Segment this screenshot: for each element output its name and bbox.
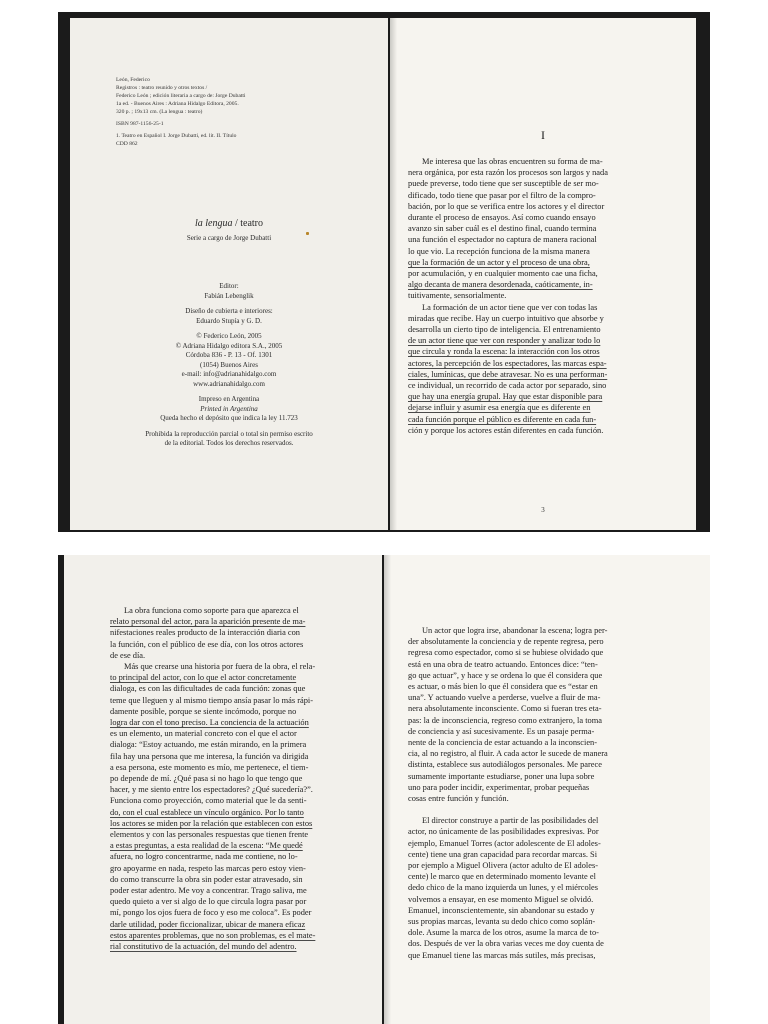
- text-line: regresa como espectador, como si se hubiese olvidado que: [408, 648, 604, 658]
- text-line: logra dar con el tono preciso. La conciencia de la actuación: [110, 718, 309, 728]
- text-line: damente posible, porque se siente incómodo, porque no: [110, 706, 297, 716]
- text-line: desarrolla un cierto tipo de inteligencia. El entrenamiento: [408, 325, 601, 335]
- text-line: uno para poder incidir, experimentar, probar pequeñas: [408, 782, 590, 792]
- text-line: cada función porque el público es diferente en cada fun-: [408, 414, 597, 424]
- text-line: rial constitutivo de la actuación, del mundo del adentro.: [110, 942, 297, 952]
- series-title-italic: la lengua: [194, 218, 233, 229]
- text-line: po depende de mí. ¿Qué pasa si no hago lo que tengo que: [110, 774, 303, 784]
- text-line: tuitivamente, sensorialmente.: [408, 291, 507, 301]
- text-line: ejemplo, Emanuel Torres (actor adolescente de El adoles-: [408, 838, 601, 848]
- text-line: actor, no únicamente de las posibilidades expresivas. Por: [408, 827, 599, 837]
- text-line: puede preverse, todo tiene que ser susceptible de ser mo-: [408, 179, 599, 189]
- text-line: es un elemento, un material concreto con el que el actor: [110, 729, 297, 739]
- cip-line: 320 p. ; 19x13 cm. (La lengua : teatro): [116, 109, 203, 115]
- credit-line: Editor:: [219, 282, 239, 290]
- text-line: dejarse influir y asumir esa energía que es diferente en: [408, 403, 591, 413]
- text-line: cia, al no registro, al fluir. A cada actor le sucede de manera: [408, 749, 608, 759]
- text-line: dificado, todo tiene que pasar por el filtro de la compro-: [408, 190, 596, 200]
- bottom-scan-spread: [58, 555, 710, 1024]
- text-line: de un actor tiene que ver con responder y analizar todo lo: [408, 336, 601, 346]
- text-line: La obra funciona como soporte para que aparezca el: [124, 606, 299, 615]
- text-line: de conciencia y así sucesivamente. Es un pasaje perma-: [408, 726, 595, 736]
- text-line: es actuar, o más bien lo que él considera que es “estar en: [408, 682, 598, 692]
- text-line: volvemos a ensayar, en ese momento Miguel se olvidó.: [408, 894, 594, 904]
- text-line: elementos y con las personales respuestas que tienen frente: [110, 830, 309, 840]
- cip-line: 1. Teatro en Español I. Jorge Dubatti, ed. lit. II. Título: [116, 133, 237, 139]
- text-line: una función el espectador no captura de manera racional: [408, 235, 597, 245]
- cip-line: 1a ed. - Buenos Aires : Adriana Hidalgo Editora, 2005.: [116, 101, 239, 107]
- credit-line: (1054) Buenos Aires: [200, 360, 258, 369]
- series-title: [70, 218, 388, 229]
- credit-line: www.adrianahidalgo.com: [193, 379, 265, 388]
- text-line: que la formación de un actor y el proceso de una obra,: [408, 257, 590, 267]
- text-line: dialoga, es con las dificultades de cada función: zonas que: [110, 684, 306, 694]
- text-line: teme que lleguen y al mismo tiempo ansía pasar lo más rápi-: [110, 695, 314, 705]
- text-line: bación, por lo que se verifica entre los actores y el director: [408, 201, 605, 211]
- text-line: relato personal del actor, para la aparición presente de ma-: [110, 617, 306, 627]
- page-5: [384, 555, 710, 1024]
- text-line: dialoga: “Estoy actuando, me están mirando, en la primera: [110, 740, 307, 750]
- credit-line: Diseño de cubierta e interiores:: [185, 307, 273, 315]
- series-title-rest: / teatro: [232, 218, 264, 229]
- text-line: avanzo sin saber cuál es el destino final, cuando termina: [408, 224, 597, 234]
- text-line: nera orgánica, por esta razón los procesos son largos y nada: [408, 168, 608, 178]
- text-line: nifestaciones reales producto de la interacción diaria con: [110, 628, 300, 638]
- cip-line: León, Federico: [116, 77, 150, 83]
- text-line: Más que crearse una historia por fuera de la obra, el rela-: [124, 662, 316, 672]
- text-line: do como transcurre la obra sin poder estar atravesado, sin: [110, 874, 303, 884]
- text-line: cente) le marco que en determinado momento levante el: [408, 872, 596, 882]
- text-line: darle utilidad, poder ficcionalizar, ubicar de manera eficaz: [110, 919, 306, 929]
- text-line: durante el proceso de ensayos. Así como cuando ensayo: [408, 213, 596, 223]
- text-line: do, con el cual establece un vínculo orgánico. Por lo tanto: [110, 807, 304, 817]
- isbn-line: ISBN 987-1156-25-1: [116, 121, 164, 127]
- text-line: Me interesa que las obras encuentren su forma de ma-: [422, 157, 603, 166]
- gutter-shadow: [384, 555, 396, 1024]
- text-line: sumamente importante estudiarse, poner una lupa sobre: [408, 771, 595, 781]
- text-line: Funciona como proyección, como material que le da senti-: [110, 796, 307, 806]
- text-line: algo decanta de manera desordenada, caóticamente, in-: [408, 280, 593, 290]
- text-line: dedo chico de la mano izquierda un lunes, y el miércoles: [408, 883, 598, 893]
- text-line: está en una obra de teatro actuando. Entonces dice: “ten-: [408, 659, 598, 669]
- credit-line: e-mail: info@adrianahidalgo.com: [181, 370, 277, 378]
- text-line: to principal del actor, con lo que el actor concretamente: [110, 673, 297, 683]
- cip-line: Registros : teatro reunido y otros textos /: [116, 85, 208, 91]
- ink-mark: [306, 232, 309, 235]
- text-line: pas: la de inconsciencia, regreso como extranjero, la toma: [408, 715, 602, 725]
- text-line: gro apoyarme en nada, respeto las marcas pero estoy vien-: [110, 863, 306, 873]
- text-line: cente) tiene una gran capacidad para recordar marcas. Si: [408, 849, 598, 859]
- text-line: Un actor que logra irse, abandonar la escena; logra per-: [422, 626, 608, 635]
- text-line: actores, la percepción de los espectadores, las marcas espa-: [408, 358, 607, 368]
- text-line: go que actuar”, y hace y se ordena lo que él considera que: [408, 670, 603, 680]
- text-line: Emanuel, inconscientemente, sin abandonar su estado y: [408, 905, 595, 915]
- text-line: distinta, establece sus autodiálogos personales. Me parece: [408, 760, 602, 770]
- credit-line: Prohibida la reproducción parcial o total sin permiso escrito: [145, 429, 313, 438]
- top-scan-spread: [58, 12, 710, 532]
- page-3-text: [408, 156, 680, 436]
- page-4-text: [110, 605, 368, 952]
- text-line: nera absolutamente inconsciente. Como si fueran tres eta-: [408, 704, 602, 714]
- text-line: ción y porque los actores están diferentes en cada función.: [408, 425, 604, 435]
- text-line: ce individual, un recorrido de cada actor por separado, sino: [408, 381, 607, 391]
- text-line: a estas preguntas, a esta realidad de la escena: “Me quedé: [110, 841, 303, 851]
- text-line: cosas entre función y función.: [408, 794, 509, 804]
- credit-line: Fabián Lebenglik: [204, 291, 254, 300]
- text-line: miradas que recibe. Hay un cuerpo intuitivo que absorbe y: [408, 313, 604, 323]
- page-3: [390, 18, 696, 530]
- text-line: una”. Y actuando vuelve a perderse, vuelve a fluir de ma-: [408, 693, 601, 703]
- gutter-shadow: [390, 18, 402, 530]
- cip-catalog-block: [116, 76, 366, 148]
- text-line: los actores se miden por la relación que establecen con estos: [110, 818, 313, 828]
- credit-line: © Federico León, 2005: [196, 332, 262, 340]
- text-line: sus propias marcas, levanta su dedo chico como soplán-: [408, 917, 596, 927]
- text-line: der absolutamente la conciencia y de repente regresa, pero: [408, 637, 604, 647]
- text-line: por acumulación, y en cualquier momento cae una ficha,: [408, 269, 598, 279]
- text-line: poder estar adentro. Me voy a concentrar. Trago saliva, me: [110, 886, 307, 896]
- text-line: La formación de un actor tiene que ver con todas las: [422, 302, 598, 312]
- text-line: por ejemplo a Miguel Olivera (actor adulto de El adoles-: [408, 861, 598, 871]
- text-line: quedo quieto a ver si algo de lo que circula logra pasar por: [110, 897, 307, 907]
- chapter-heading: I: [541, 128, 545, 142]
- credit-line: © Adriana Hidalgo editora S.A., 2005: [175, 341, 283, 350]
- text-line: dole. Asume la marca de los otros, asume la marca de to-: [408, 928, 599, 938]
- text-line: mí, pongo los ojos fuera de foco y eso me coloca”. Es poder: [110, 908, 312, 918]
- text-line: a esa persona, este momento es mío, me pertenece, el tiem-: [110, 762, 309, 772]
- credit-line: Córdoba 836 - P. 13 - Of. 1301: [185, 351, 273, 359]
- text-line: afuera, no logro concentrarme, nada me contiene, no lo-: [110, 852, 298, 862]
- credit-line: Impreso en Argentina: [198, 395, 260, 403]
- text-line: El director construye a partir de las posibilidades del: [422, 816, 599, 826]
- text-line: ciales, lumínicas, que debe atravesar. No es una performan-: [408, 369, 608, 379]
- cip-line: Federico León ; edición literaria a cargo de: Jorge Dubatti: [116, 93, 246, 99]
- text-line: hacer, y me siento entre los espectadores? ¿Qué sucedería?”.: [110, 785, 313, 795]
- cdd-line: CDD 862: [116, 141, 138, 147]
- credit-line: de la editorial. Todos los derechos reservados.: [164, 439, 294, 447]
- text-line: de ese día.: [110, 650, 146, 660]
- credit-line: Queda hecho el depósito que indica la ley 11.723: [160, 414, 298, 422]
- text-line: que hay una energía grupal. Hay que estar disponible para: [408, 392, 603, 402]
- page-5-text: [408, 625, 680, 961]
- text-line: nente de la conciencia de estar actuando a la inconscien-: [408, 738, 598, 748]
- credit-line: Printed in Argentina: [200, 404, 258, 413]
- credit-line: Eduardo Stupía y G. D.: [196, 316, 262, 325]
- text-line: la función, con el público de ese día, con los otros actores: [110, 639, 304, 649]
- credits-block: [70, 282, 388, 449]
- copyright-page: [70, 18, 388, 530]
- text-line: que circula y ronda la escena: la interacción con los otros: [408, 347, 600, 357]
- text-line: dos. Después de ver la obra varias veces me doy cuenta de: [408, 939, 604, 949]
- text-line: fila hay una persona que me interesa, la función va dirigida: [110, 751, 309, 761]
- series-editor-line: Serie a cargo de Jorge Dubatti: [186, 234, 272, 242]
- text-line: lo que vio. La recepción funciona de la misma manera: [408, 246, 590, 256]
- text-line: que Emanuel tiene las marcas más sutiles, más precisas,: [408, 950, 596, 960]
- text-line: estos aparentes problemas, que no son problemas, es el mate-: [110, 930, 316, 940]
- page-number: 3: [541, 506, 545, 514]
- page-4: [64, 555, 382, 1024]
